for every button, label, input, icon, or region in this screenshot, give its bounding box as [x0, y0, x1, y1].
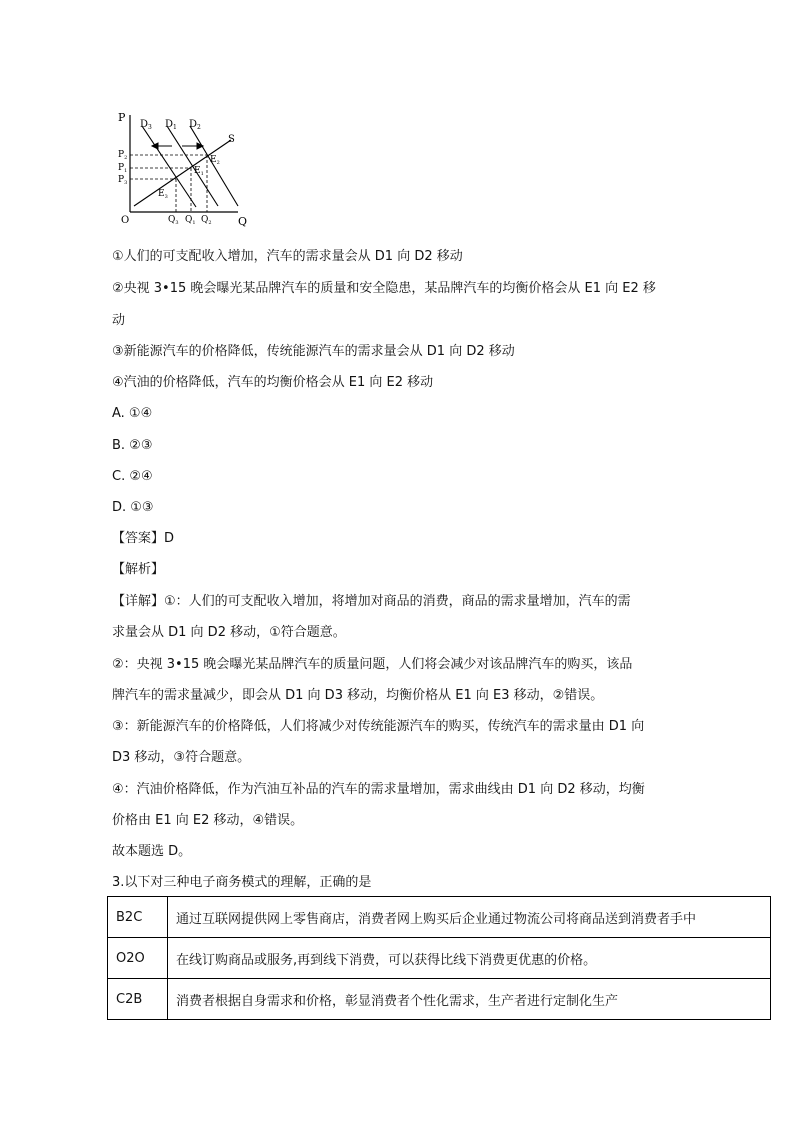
d1-label: $D_1$ — [165, 119, 177, 131]
d3-label: $D_3$ — [140, 119, 152, 131]
p1-label: $P_1$ — [118, 163, 128, 174]
table-row — [108, 897, 771, 938]
question-3-stem: 3.以下对三种电子商务模式的理解，正确的是 — [112, 875, 372, 890]
e1-label: $E_1$ — [194, 166, 204, 177]
table-row — [108, 979, 771, 1020]
analysis-heading: 【解析】 — [112, 562, 165, 577]
explanation-conclusion: 故本题选 D。 — [112, 844, 192, 859]
option-2-continued: 动 — [112, 313, 126, 328]
p3-label: $P_3$ — [118, 175, 128, 186]
option-3: ③新能源汽车的价格降低，传统能源汽车的需求量会从 D1 向 D2 移动 — [112, 344, 515, 359]
p2-label: $P_2$ — [118, 150, 128, 161]
s-label: S — [228, 134, 235, 145]
explanation-line: ③：新能源汽车的价格降低，人们将减少对传统能源汽车的购买，传统汽车的需求量由 D1 向 — [112, 719, 645, 734]
d2-label: $D_2$ — [189, 119, 201, 131]
option-1: ①人们的可支配收入增加，汽车的需求量会从 D1 向 D2 移动 — [112, 249, 463, 264]
origin-label: O — [121, 215, 130, 226]
choice-c: C. ②④ — [112, 469, 153, 484]
model-code: B2C — [108, 897, 168, 938]
model-description: 通过互联网提供网上零售商店，消费者网上购买后企业通过物流公司将商品送到消费者手中 — [168, 897, 771, 938]
explanation-line: D3 移动，③符合题意。 — [112, 750, 251, 765]
supply-demand-diagram — [114, 110, 250, 228]
q1-label: $Q_1$ — [185, 215, 196, 226]
q3-label: $Q_3$ — [168, 215, 179, 226]
e2-label: $E_2$ — [210, 155, 220, 166]
p-axis-label: P — [118, 111, 126, 124]
option-4: ④汽油的价格降低，汽车的均衡价格会从 E1 向 E2 移动 — [112, 375, 434, 390]
model-description: 在线订购商品或服务,再到线下消费，可以获得比线下消费更优惠的价格。 — [168, 938, 771, 979]
explanation-line: ②：央视 3•15 晚会曝光某品牌汽车的质量问题，人们将会减少对该品牌汽车的购买，该品 — [112, 657, 633, 672]
choice-d: D. ①③ — [112, 500, 154, 515]
choice-a: A. ①④ — [112, 406, 153, 421]
explanation-line: 价格由 E1 向 E2 移动，④错误。 — [112, 813, 304, 828]
option-2: ②央视 3•15 晚会曝光某品牌汽车的质量和安全隐患，某品牌汽车的均衡价格会从 E1 向 E2 移 — [112, 281, 656, 296]
table-row — [108, 938, 771, 979]
explanation-line: 牌汽车的需求量减少，即会从 D1 向 D3 移动，均衡价格从 E1 向 E3 移动，②错误。 — [112, 688, 604, 703]
choice-b: B. ②③ — [112, 438, 153, 453]
explanation-line: 求量会从 D1 向 D2 移动，①符合题意。 — [112, 625, 346, 640]
q2-label: $Q_2$ — [201, 215, 212, 226]
q-axis-label: Q — [238, 215, 248, 228]
explanation-line: 【详解】①：人们的可支配收入增加，将增加对商品的消费，商品的需求量增加，汽车的需 — [112, 594, 631, 609]
shift-arrows — [152, 143, 203, 149]
e3-label: $E_3$ — [158, 189, 168, 200]
model-description: 消费者根据自身需求和价格，彰显消费者个性化需求，生产者进行定制化生产 — [168, 979, 771, 1020]
explanation-line: ④：汽油价格降低，作为汽油互补品的汽车的需求量增加，需求曲线由 D1 向 D2 移动，均衡 — [112, 782, 645, 797]
model-code: O2O — [108, 938, 168, 979]
answer-line: 【答案】D — [112, 531, 175, 546]
ecommerce-models-table — [107, 896, 771, 1020]
model-code: C2B — [108, 979, 168, 1020]
